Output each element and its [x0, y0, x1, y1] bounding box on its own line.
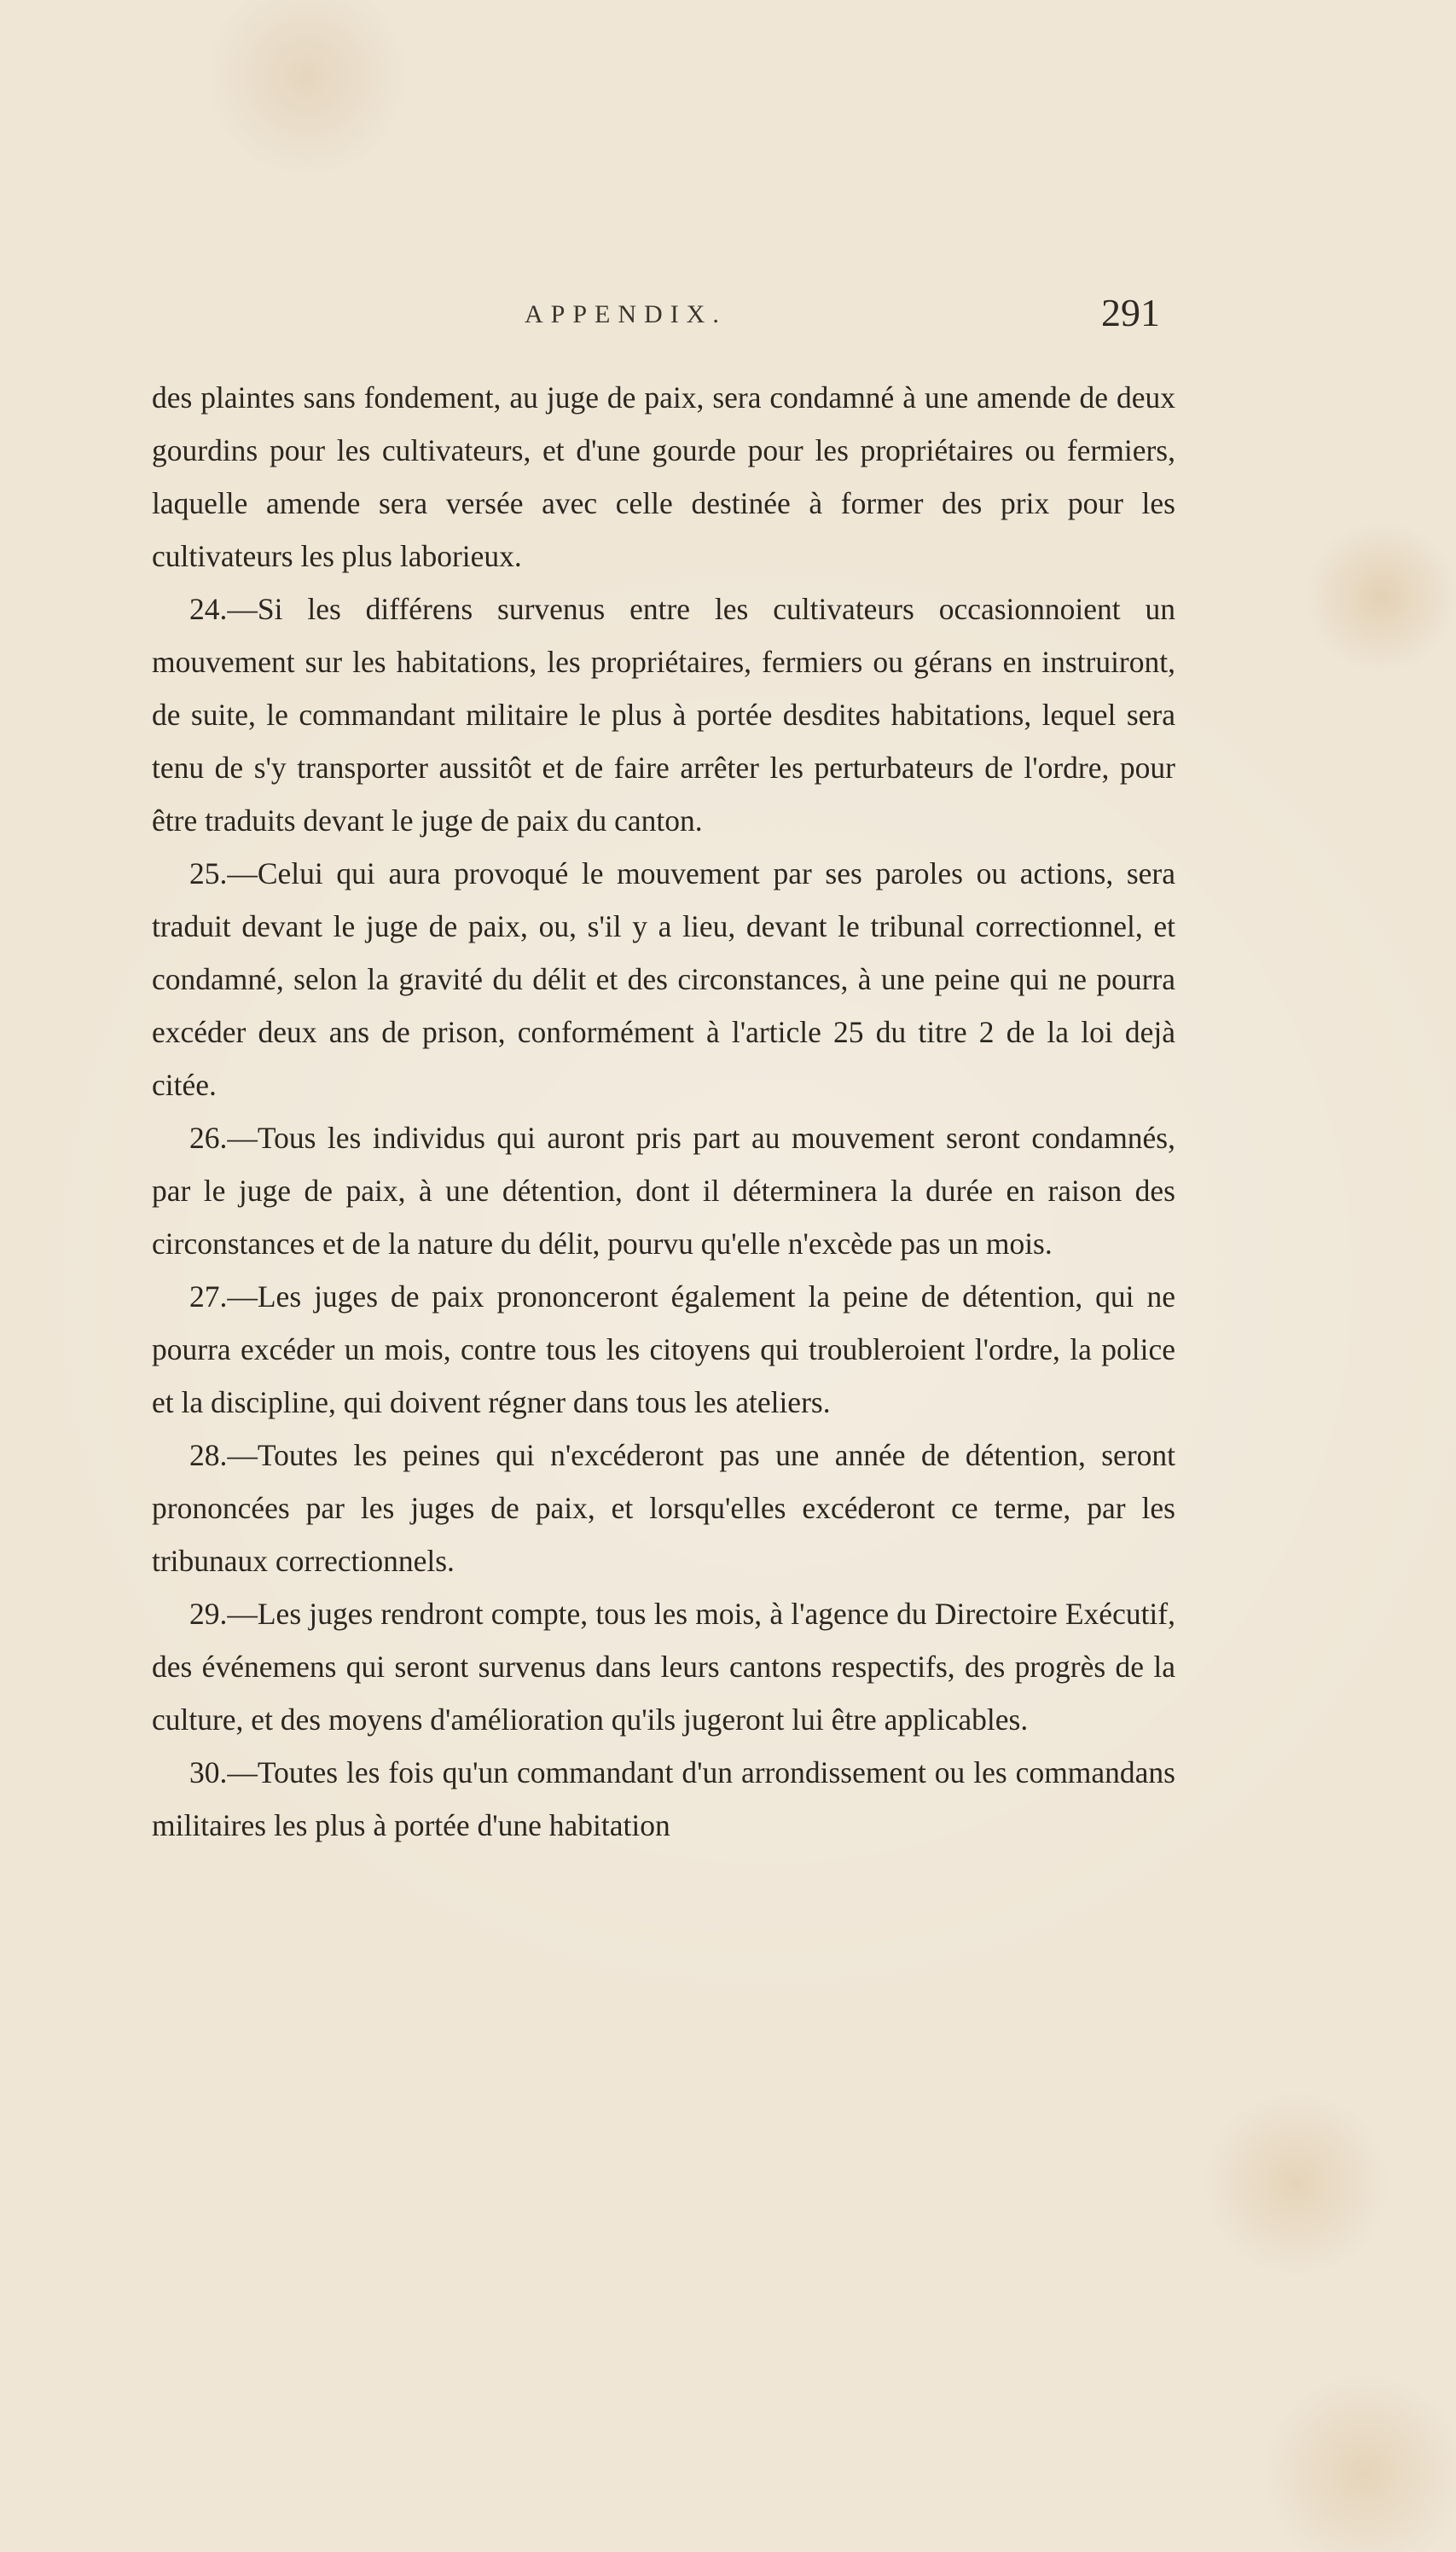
article-27: [152, 1270, 1175, 1429]
paragraph-text: —Celui qui aura provoqué le mouvement par ses paroles ou actions, sera traduit devant le juge de paix, ou, s'il y a lieu, devant le tribunal correctionnel, et condamné, selon la gravité du délit et des circonstances, à une peine qui ne pourra excéder deux ans de prison, conformément à l'article 25 du titre 2 de la loi dejà citée.: [152, 856, 1175, 1102]
article-29: [152, 1587, 1175, 1746]
paragraph-text: —Toutes les fois qu'un commandant d'un arrondissement ou les commandans militaires les plus à portée d'une habitation: [152, 1755, 1175, 1842]
paragraph-text: des plaintes sans fondement, au juge de paix, sera condamné à une amende de deux gourdins pour les cultivateurs, et d'une gourde pour les propriétaires ou fermiers, laquelle amende sera versée avec celle destinée à former des prix pour les cultivateurs les plus laborieux.: [152, 380, 1175, 573]
article-30: [152, 1746, 1175, 1852]
article-number: 27.: [189, 1279, 228, 1314]
article-number: 29.: [189, 1597, 228, 1631]
article-number: 25.: [189, 856, 228, 890]
page-number: 291: [1101, 291, 1160, 334]
running-head: [154, 290, 1177, 341]
article-24: [152, 583, 1175, 847]
article-number: 24.: [189, 592, 228, 626]
article-25: [152, 847, 1175, 1111]
article-number: 26.: [189, 1121, 228, 1155]
paragraph-text: —Tous les individus qui auront pris part au mouvement seront condamnés, par le juge de paix, à une détention, dont il déterminera la durée en raison des circonstances et de la nature du délit, pourvu qu'elle n'excède pas un mois.: [152, 1121, 1175, 1261]
body-text: [152, 371, 1175, 1852]
article-26: [152, 1111, 1175, 1270]
paragraph-continuation: [152, 371, 1175, 583]
article-number: 30.: [189, 1755, 228, 1789]
running-title: APPENDIX.: [525, 300, 727, 328]
article-number: 28.: [189, 1438, 228, 1472]
paragraph-text: —Les juges rendront compte, tous les mois, à l'agence du Directoire Exécutif, des événemens qui seront survenus dans leurs cantons respectifs, des progrès de la culture, et des moyens d'amélioration qu'ils jugeront lui être applicables.: [152, 1597, 1175, 1737]
paragraph-text: —Toutes les peines qui n'excéderont pas une année de détention, seront prononcées par les juges de paix, et lorsqu'elles excéderont ce terme, par les tribunaux correctionnels.: [152, 1438, 1175, 1578]
paragraph-text: —Si les différens survenus entre les cultivateurs occasionnoient un mouvement sur les habitations, les propriétaires, fermiers ou gérans en instruiront, de suite, le commandant militaire le plus à portée desdites habitations, lequel sera tenu de s'y transporter aussitôt et de faire arrêter les perturbateurs de l'ordre, pour être traduits devant le juge de paix du canton.: [152, 592, 1175, 838]
paragraph-text: —Les juges de paix prononceront également la peine de détention, qui ne pourra excéder un mois, contre tous les citoyens qui troubleroient l'ordre, la police et la discipline, qui doivent régner dans tous les ateliers.: [152, 1279, 1175, 1419]
article-28: [152, 1429, 1175, 1587]
